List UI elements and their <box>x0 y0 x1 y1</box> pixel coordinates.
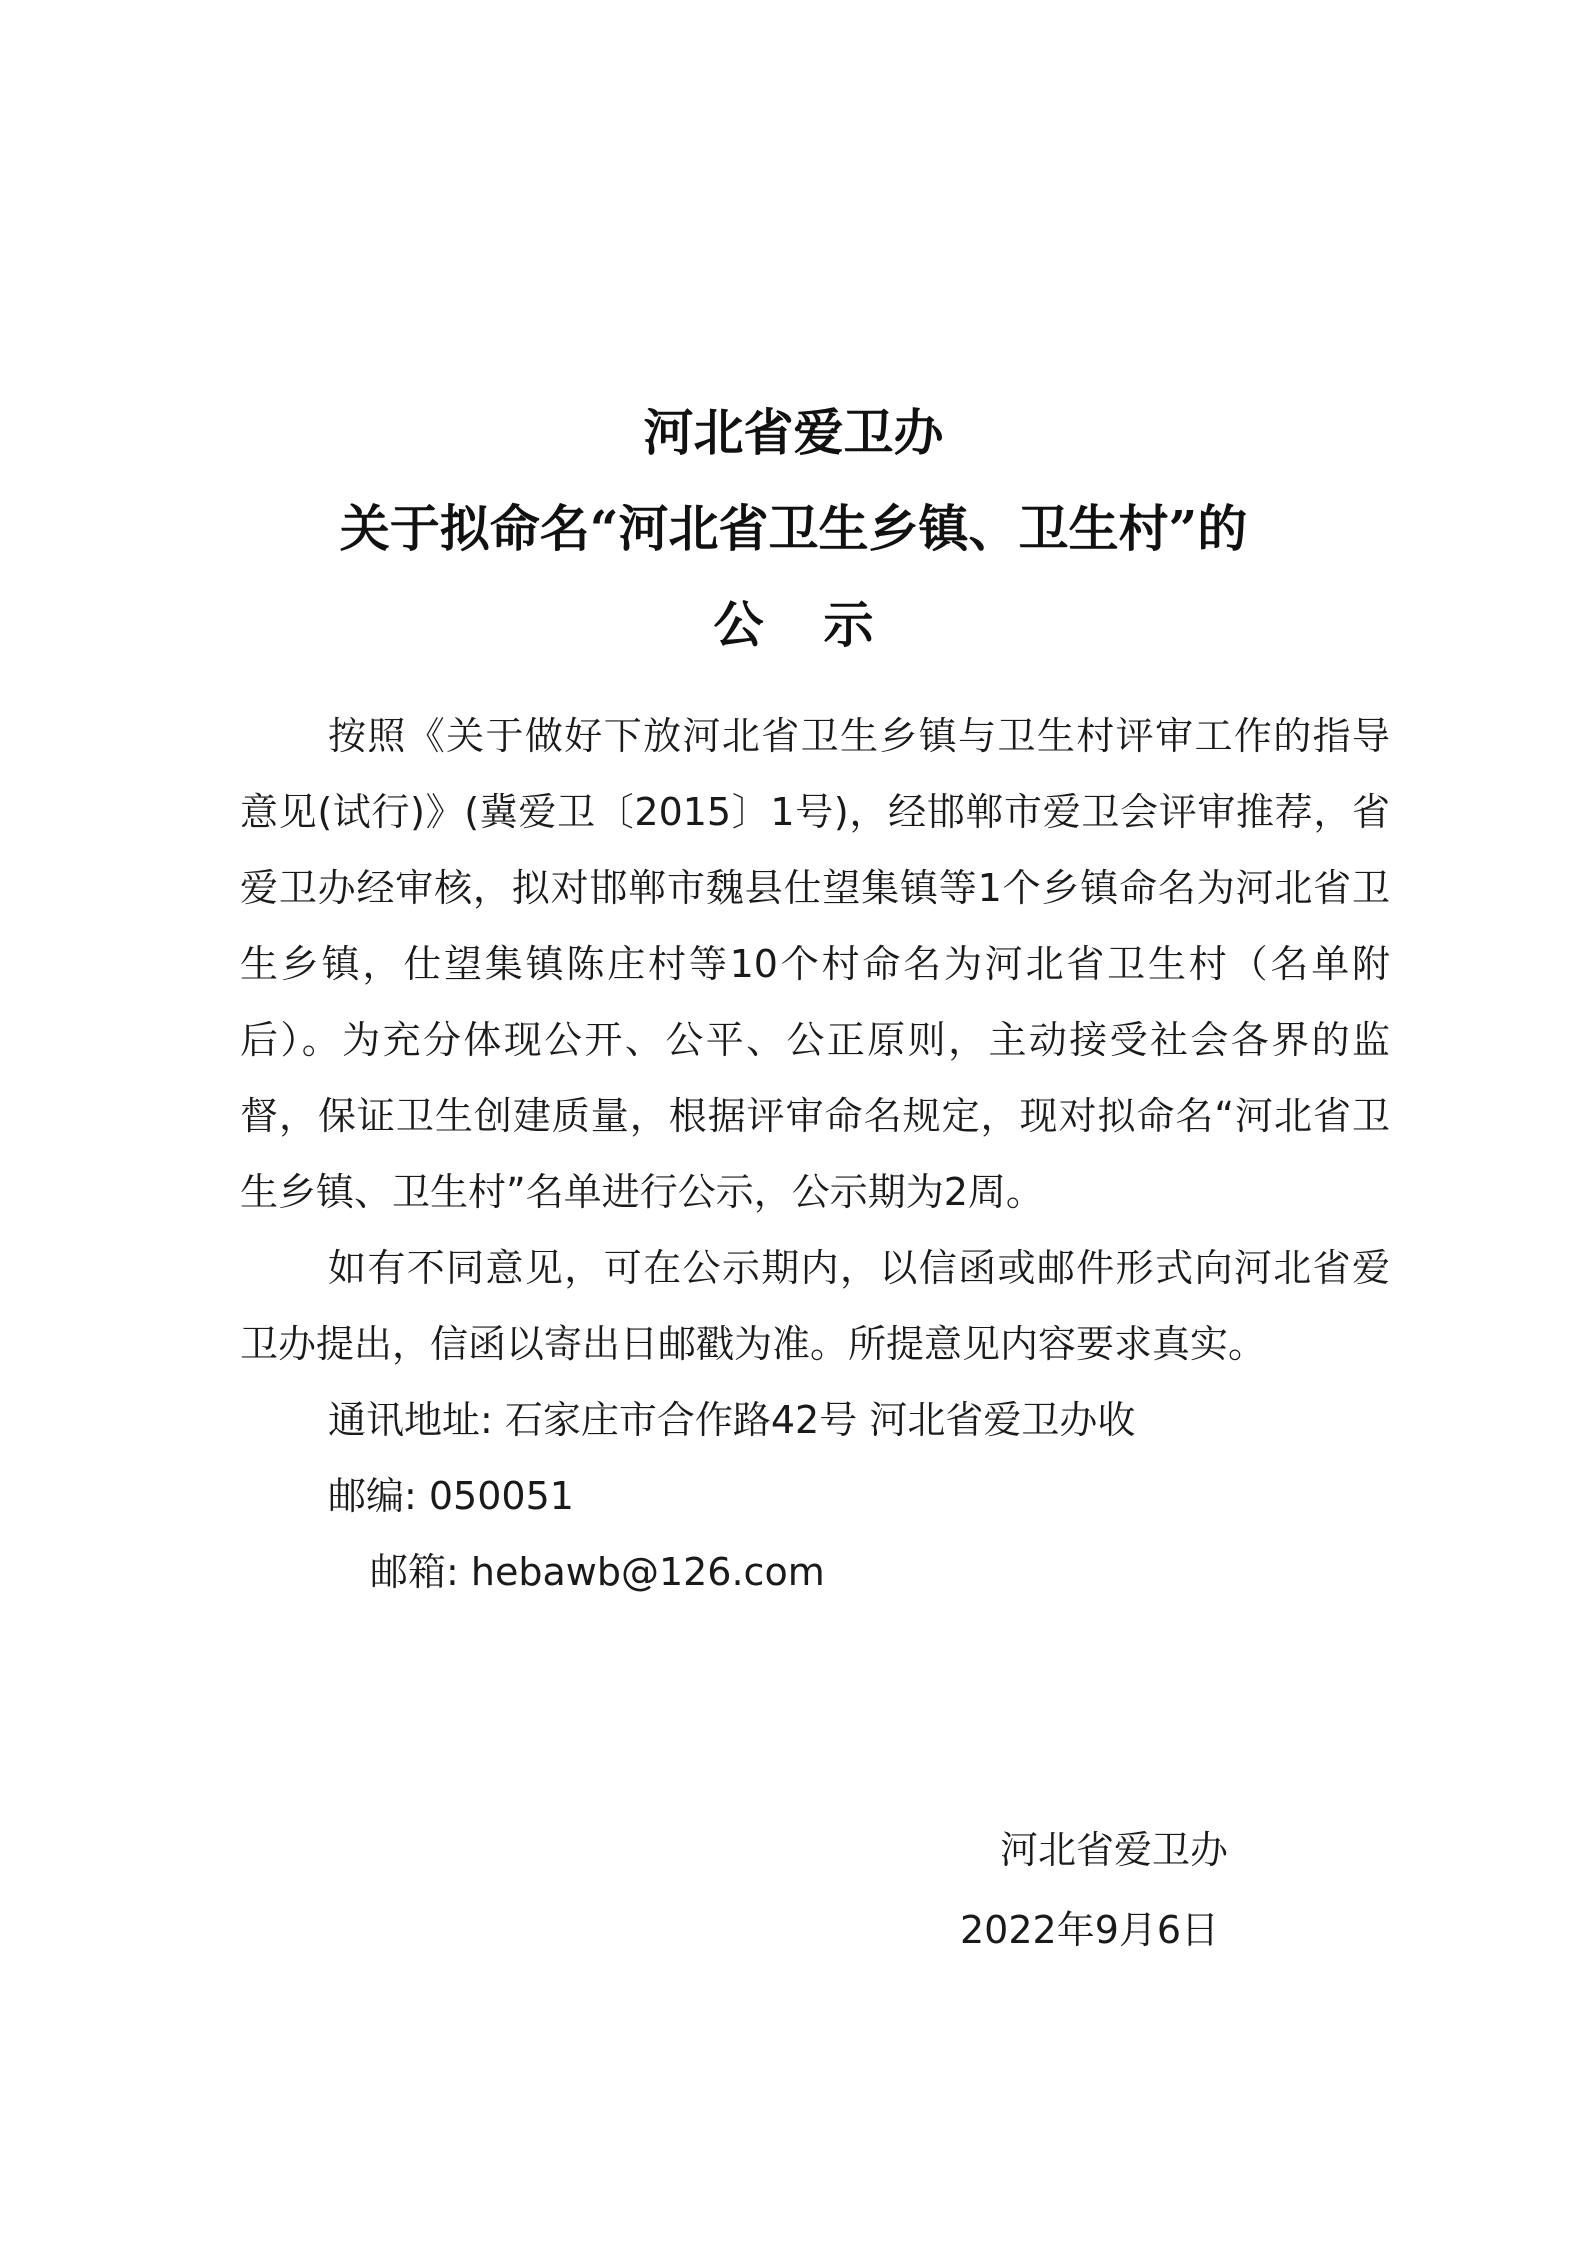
contact-email: 邮箱: hebawb@126.com <box>370 1550 825 1594</box>
paragraph-feedback: 如有不同意见，可在公示期内，以信函或邮件形式向河北省爱卫办提出，信函以寄出日邮戳为准。所提意见内容要求真实。 <box>240 1246 1390 1366</box>
contact-postcode: 邮编: 050051 <box>328 1474 574 1518</box>
signature-date: 2022年9月6日 <box>960 1908 1220 1952</box>
document-title <box>0 385 1587 673</box>
paragraph-main: 按照《关于做好下放河北省卫生乡镇与卫生村评审工作的指导意见(试行)》(冀爱卫〔2015〕1号)，经邯郸市爱卫会评审推荐，省爱卫办经审核，拟对邯郸市魏县仕望集镇等1个乡镇命名为河北省卫生乡镇，仕望集镇陈庄村等10个村命名为河北省卫生村（名单附后）。为充分体现公开、公平、公正原则，主动接受社会各界的监督，保证卫生创建质量，根据评审命名规定，现对拟命名“河北省卫生乡镇、卫生村”名单进行公示，公示期为2周。 <box>240 714 1390 1214</box>
signature-org: 河北省爱卫办 <box>1000 1828 1229 1872</box>
title-line-notice: 公示 <box>713 595 934 654</box>
title-line-issuer: 河北省爱卫办 <box>643 403 944 462</box>
title-line-subject: 关于拟命名“河北省卫生乡镇、卫生村”的 <box>339 499 1248 558</box>
document-body <box>240 698 1390 1610</box>
signature-block <box>960 1810 1400 1970</box>
contact-address: 通讯地址: 石家庄市合作路42号 河北省爱卫办收 <box>328 1398 1136 1442</box>
